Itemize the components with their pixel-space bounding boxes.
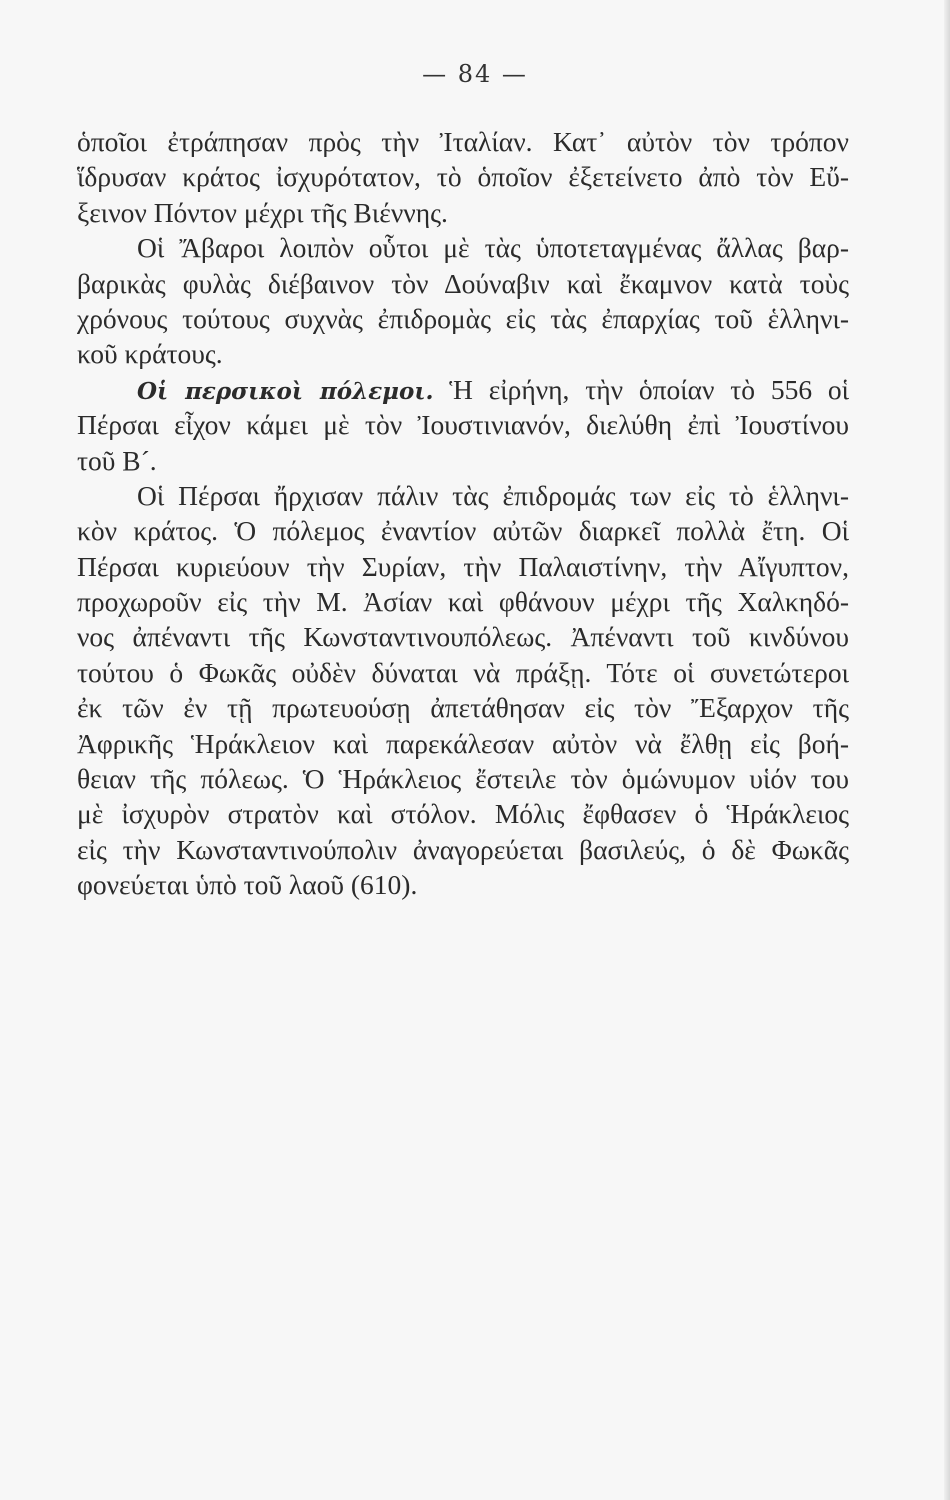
text-line: χρόνους τούτους συχνὰς ἐπιδρομὰς εἰς τὰς ἐπαρχίας τοῦ ἑλληνι- bbox=[77, 302, 849, 334]
section-heading: Οἱ περσικοὶ πόλεμοι. bbox=[137, 377, 434, 405]
text-line: Οἱ Ἄβαροι λοιπὸν οὗτοι μὲ τὰς ὑποτεταγμένας ἄλλας βαρ- bbox=[137, 232, 849, 264]
body-text bbox=[77, 124, 849, 903]
text-line: νος ἀπέναντι τῆς Κωνσταντινουπόλεως. Ἀπέναντι τοῦ κινδύνου bbox=[77, 621, 849, 653]
text-line: μὲ ἰσχυρὸν στρατὸν καὶ στόλον. Μόλις ἔφθασεν ὁ Ἡράκλειος bbox=[77, 798, 849, 830]
text-line: ὁποῖοι ἐτράπησαν πρὸς τὴν Ἰταλίαν. Κατ᾽ αὐτὸν τὸν τρόπον bbox=[77, 126, 849, 157]
text-line: Πέρσαι κυριεύουν τὴν Συρίαν, τὴν Παλαιστίνην, τὴν Αἴγυπτον, bbox=[77, 550, 849, 582]
text-line: Ἀφρικῆς Ἡράκλειον καὶ παρεκάλεσαν αὐτὸν νὰ ἔλθῃ εἰς βοή- bbox=[77, 727, 849, 759]
text-line: τοῦ Β´. bbox=[77, 444, 157, 476]
text-line: ἐκ τῶν ἐν τῇ πρωτευούσῃ ἀπετάθησαν εἰς τὸν Ἔξαρχον τῆς bbox=[77, 692, 849, 724]
text-line: φονεύεται ὑπὸ τοῦ λαοῦ (610). bbox=[77, 869, 418, 901]
text-line: κοῦ κράτους. bbox=[77, 338, 223, 370]
section-heading-line bbox=[77, 372, 849, 407]
page-number: — 84 — bbox=[422, 60, 528, 88]
text-line: Πέρσαι εἶχον κάμει μὲ τὸν Ἰουστινιανόν, διελύθη ἐπὶ Ἰουστίνου bbox=[77, 409, 849, 441]
text-line: προχωροῦν εἰς τὴν Μ. Ἀσίαν καὶ φθάνουν μέχρι τῆς Χαλκηδό- bbox=[77, 586, 849, 618]
text-line: Οἱ Πέρσαι ἤρχισαν πάλιν τὰς ἐπιδρομάς των εἰς τὸ ἑλληνι- bbox=[137, 479, 849, 511]
text-line: θειαν τῆς πόλεως. Ὁ Ἡράκλειος ἔστειλε τὸν ὁμώνυμον υἱόν του bbox=[77, 763, 849, 795]
text-line: βαρικὰς φυλὰς διέβαινον τὸν Δούναβιν καὶ ἔκαμνον κατὰ τοὺς bbox=[77, 267, 849, 299]
text-line: εἰς τὴν Κωνσταντινούπολιν ἀναγορεύεται βασιλεύς, ὁ δὲ Φωκᾶς bbox=[77, 833, 849, 865]
text-line: κὸν κράτος. Ὁ πόλεμος ἐναντίον αὐτῶν διαρκεῖ πολλὰ ἔτη. Οἱ bbox=[77, 515, 849, 547]
page-edge-shadow bbox=[944, 0, 950, 1500]
text-line-rest: Ἡ εἰρήνη, τὴν ὁποίαν τὸ 556 οἱ bbox=[449, 373, 850, 405]
text-line: τούτου ὁ Φωκᾶς οὐδὲν δύναται νὰ πράξῃ. Τότε οἱ συνετώτεροι bbox=[77, 656, 849, 688]
text-line: ξεινον Πόντον μέχρι τῆς Βιέννης. bbox=[77, 196, 448, 228]
text-line: ἵδρυσαν κράτος ἰσχυρότατον, τὸ ὁποῖον ἐξετείνετο ἀπὸ τὸν Εὔ- bbox=[77, 161, 849, 193]
